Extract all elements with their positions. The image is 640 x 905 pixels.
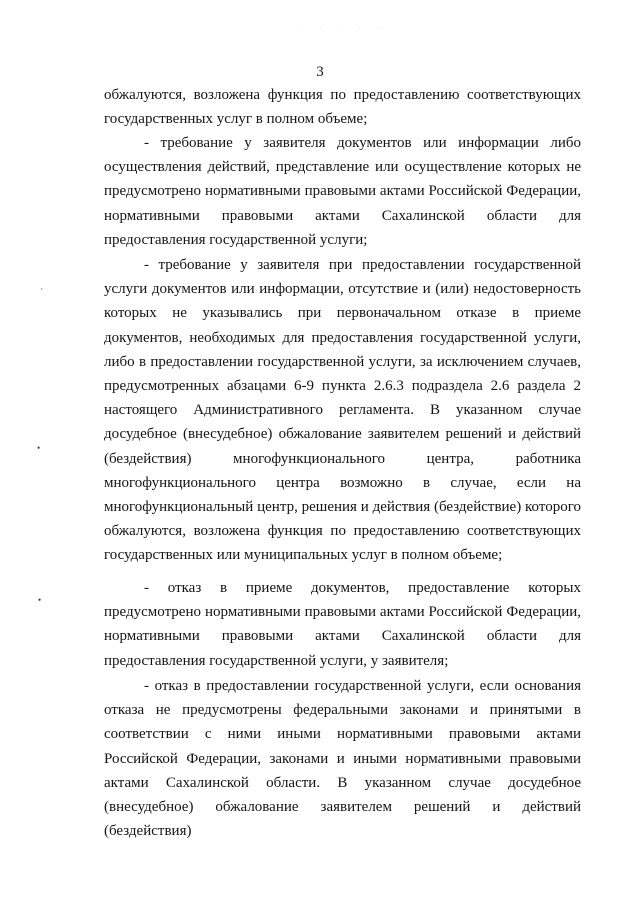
paragraph-item-requirement-documents: [104, 131, 581, 252]
paragraph-continuation: [104, 83, 581, 131]
paragraph-text: - требование у заявителя при предоставлении государственной услуги документов или информации, отсутствие и (или) недостоверность которых не указывались при первоначальном отказе в приеме документов, необходимых для предоставления государственной услуги, либо в предоставлении государственной услуги, за исключением случаев, предусмотренных абзацами 6-9 пункта 2.6.3 подраздела 2.6 раздела 2 настоящего Административного регламента. В указанном случае досудебное (внесудебное) обжалование заявителем решений и действий (бездействия) многофункционального центра, работника многофункционального центра возможно в случае, если на многофункциональный центр, решения и действия (бездействие) которого обжалуются, возложена функция по предоставлению соответствующих государственных или муниципальных услуг в полном объеме;: [104, 257, 581, 564]
paragraph-item-refusal-acceptance: [104, 576, 581, 673]
page-number: 3: [316, 64, 324, 80]
paragraph-item-refusal-provision: [104, 674, 581, 843]
paragraph-text: - отказ в предоставлении государственной услуги, если основания отказа не предусмотрены федеральными законами и принятыми в соответствии с ними иными нормативными правовыми актами Российской Федерации, законами и иными нормативными правовыми актами Сахалинской области. В указанном случае досудебное (внесудебное) обжалование заявителем решений и действий (бездействия): [104, 678, 581, 840]
paragraph-item-requirement-initial-refusal: [104, 253, 581, 568]
scan-artifact-dots: · · · · ·: [300, 26, 388, 32]
paragraph-text: - отказ в приеме документов, предоставление которых предусмотрено нормативными правовыми актами Российской Федерации, нормативными правовыми актами Сахалинской области для предоставления государственной услуги, у заявителя;: [104, 580, 581, 669]
margin-mark: ˊ: [40, 287, 43, 297]
paragraph-text: обжалуются, возложена функция по предоставлению соответствующих государственных услуг в полном объеме;: [104, 87, 581, 128]
margin-mark: •: [37, 443, 41, 453]
margin-mark: •: [38, 595, 42, 605]
paragraph-text: - требование у заявителя документов или информации либо осуществления действий, представление или осуществление которых не предусмотрено нормативными правовыми актами Российской Федерации, нормативными правовыми актами Сахалинской области для предоставления государственной услуги;: [104, 135, 581, 248]
